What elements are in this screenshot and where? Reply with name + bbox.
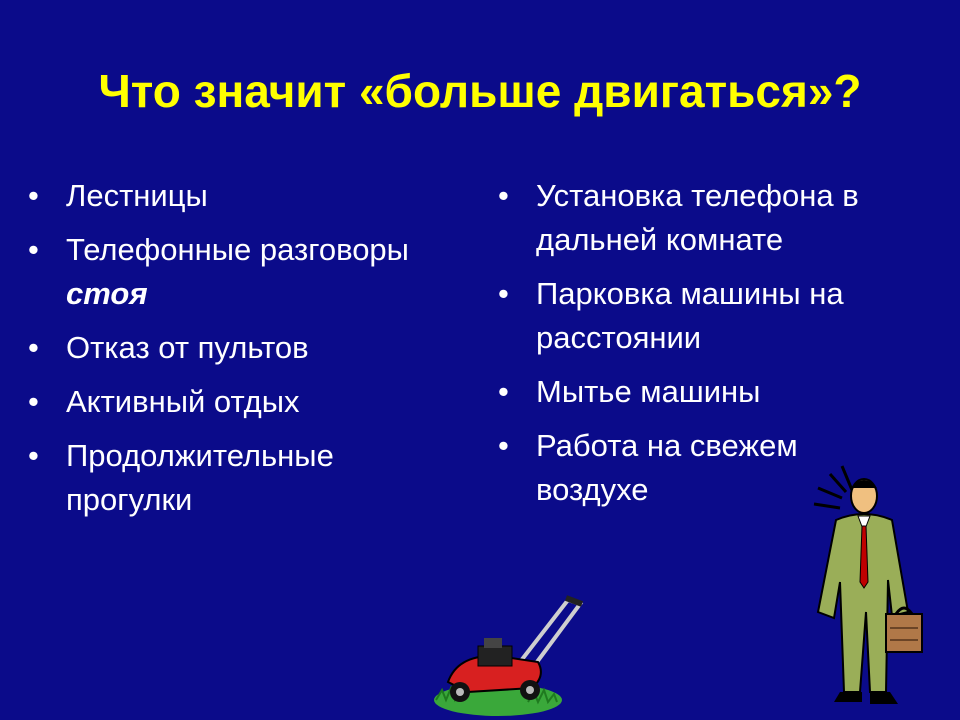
list-item-text: Отказ от пультов <box>66 330 309 365</box>
emphasis-text: стоя <box>66 276 148 311</box>
list-item <box>28 380 448 424</box>
slide-title: Что значит «больше двигаться»? <box>98 65 862 117</box>
list-item-text: Телефонные разговоры <box>66 232 409 267</box>
list-item-text: Работа на свежем воздухе <box>536 428 798 507</box>
list-item <box>498 370 918 414</box>
list-item-text: Установка телефона в дальней комнате <box>536 178 859 257</box>
list-item <box>28 228 448 316</box>
list-item <box>28 174 448 218</box>
list-item-text: Продолжительные прогулки <box>66 438 334 517</box>
list-item-text: Лестницы <box>66 178 208 213</box>
list-item <box>498 174 918 262</box>
list-item-text: Мытье машины <box>536 374 761 409</box>
list-item-text: Парковка машины на расстоянии <box>536 276 844 355</box>
list-item <box>498 272 918 360</box>
left-bullet-list <box>28 174 448 532</box>
lawnmower-icon <box>428 592 614 720</box>
list-item <box>28 326 448 370</box>
list-item <box>28 434 448 522</box>
businessman-icon <box>800 462 960 720</box>
list-item-text: Активный отдых <box>66 384 300 419</box>
